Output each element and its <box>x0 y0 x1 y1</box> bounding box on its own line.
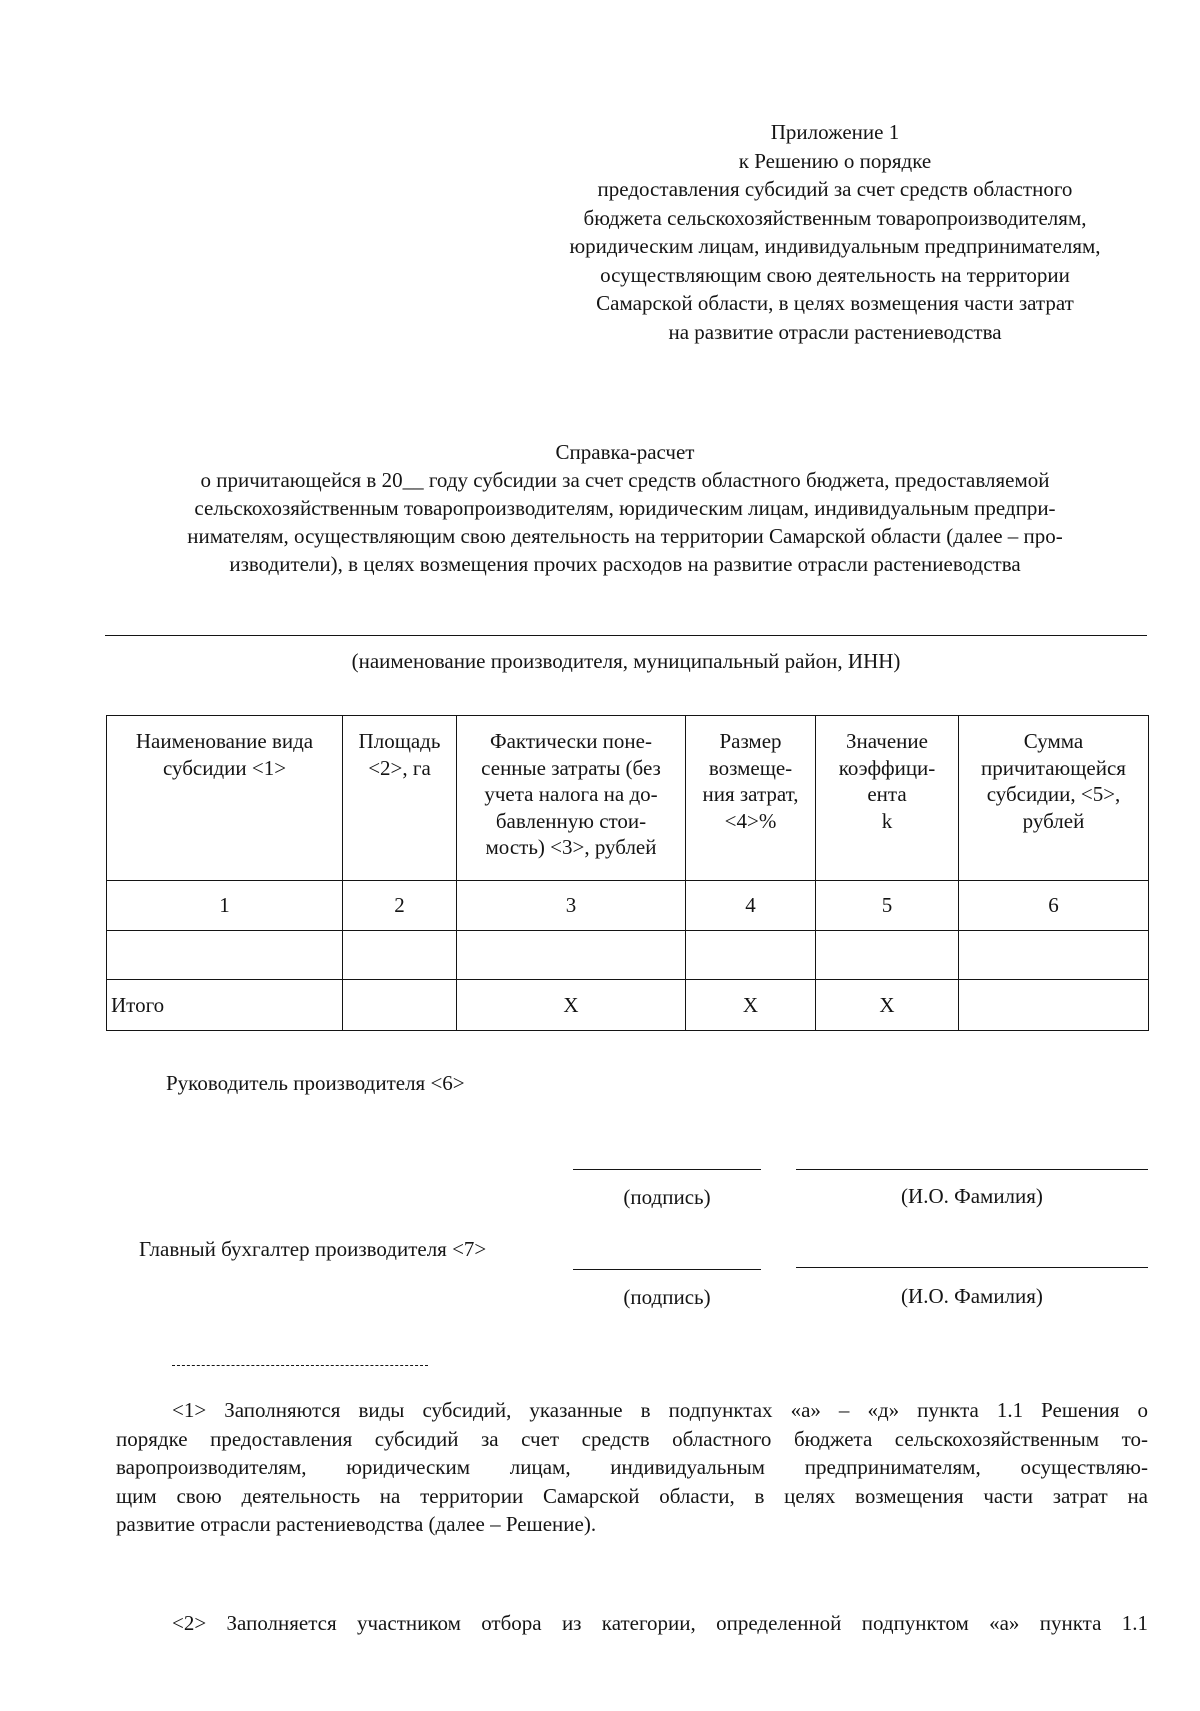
annex-line: бюджета сельскохозяйственным товаропроизводителям, <box>583 205 1087 230</box>
annex-line: предоставления субсидий за счет средств областного <box>597 177 1073 201</box>
footnote-line: порядке предоставления субсидий за счет средств областного бюджета сельскохозяйственным то- <box>116 1426 1148 1451</box>
column-number-row <box>107 881 1149 931</box>
header-area: Площадь <2>, га <box>343 716 457 881</box>
footnote-line: развитие отрасли растениеводства (далее – Решение). <box>116 1512 597 1536</box>
title-line: изводители), в целях возмещения прочих расходов на развитие отрасли растениеводства <box>229 552 1021 576</box>
header-subsidy-sum: Сумма причитающейся субсидии, <5>, рублей <box>959 716 1149 881</box>
total-area[interactable] <box>343 980 457 1031</box>
cell-subsidy-sum[interactable] <box>959 931 1149 980</box>
title-line: сельскохозяйственным товаропроизводителям, юридическим лицам, индивидуальным предпри- <box>194 496 1056 520</box>
total-row <box>107 980 1149 1031</box>
accountant-signature-caption: (подпись) <box>623 1285 711 1309</box>
cell-area[interactable] <box>343 931 457 980</box>
annex-line: Самарской области, в целях возмещения части затрат <box>596 291 1074 315</box>
title-line: нимателям, осуществляющим свою деятельность на территории Самарской области (далее – про- <box>187 524 1063 548</box>
cell-reimbursement-rate[interactable] <box>686 931 816 980</box>
column-number: 5 <box>816 881 959 931</box>
cell-coefficient[interactable] <box>816 931 959 980</box>
title-heading: Справка-расчет <box>555 440 695 464</box>
total-costs: X <box>457 980 686 1031</box>
header-reimbursement-rate: Размер возмеще- ния затрат, <4>% <box>686 716 816 881</box>
producer-name-field[interactable] <box>105 635 1147 636</box>
annex-line: к Решению о порядке <box>738 148 932 173</box>
director-name-caption: (И.О. Фамилия) <box>901 1184 1043 1208</box>
cell-actual-costs[interactable] <box>457 931 686 980</box>
footnote-line: щим свою деятельность на территории Самарской области, в целях возмещения части затрат на <box>116 1483 1148 1508</box>
accountant-name-field[interactable] <box>796 1267 1148 1268</box>
annex-line: Приложение 1 <box>770 120 900 144</box>
total-coefficient: X <box>816 980 959 1031</box>
header-coefficient: Значение коэффици- ента k <box>816 716 959 881</box>
annex-line: осуществляющим свою деятельность на территории <box>600 262 1070 287</box>
accountant-name-caption: (И.О. Фамилия) <box>901 1284 1043 1308</box>
column-number: 1 <box>107 881 343 931</box>
accountant-signature-field[interactable] <box>573 1269 761 1270</box>
director-signature-caption: (подпись) <box>623 1185 711 1209</box>
director-label: Руководитель производителя <6> <box>166 1071 465 1095</box>
column-number: 2 <box>343 881 457 931</box>
column-number: 3 <box>457 881 686 931</box>
annex-line: юридическим лицам, индивидуальным предпринимателям, <box>569 234 1101 258</box>
footnote-line: <2> Заполняется участником отбора из категории, определенной подпунктом «а» пункта 1.1 <box>172 1611 1148 1635</box>
cell-subsidy-type[interactable] <box>107 931 343 980</box>
calculation-table <box>106 715 1149 1031</box>
column-number: 6 <box>959 881 1149 931</box>
document-title <box>100 438 1150 578</box>
total-rate: X <box>686 980 816 1031</box>
director-name-field[interactable] <box>796 1169 1148 1170</box>
footnote-line: <1> Заполняются виды субсидий, указанные в подпунктах «а» – «д» пункта 1.1 Решения о <box>172 1398 1148 1422</box>
column-number: 4 <box>686 881 816 931</box>
title-line: о причитающейся в 20__ году субсидии за счет средств областного бюджета, предоставляемой <box>200 468 1050 492</box>
table-header-row <box>107 716 1149 881</box>
annex-line: на развитие отрасли растениеводства <box>668 319 1002 344</box>
footnote-2 <box>116 1609 1148 1638</box>
total-label: Итого <box>107 980 343 1031</box>
table-row <box>107 931 1149 980</box>
header-actual-costs: Фактически поне- сенные затраты (без учета налога на до- бавленную стои- мость) <3>, рублей <box>457 716 686 881</box>
footnote-separator <box>172 1365 428 1366</box>
footnote-line: варопроизводителям, юридическим лицам, индивидуальным предпринимателям, осуществляю- <box>116 1455 1148 1479</box>
annex-header <box>500 118 1170 346</box>
total-sum[interactable] <box>959 980 1149 1031</box>
footnote-1 <box>116 1396 1148 1539</box>
director-signature-field[interactable] <box>573 1169 761 1170</box>
producer-caption: (наименование производителя, муниципальный район, ИНН) <box>351 649 901 673</box>
accountant-label: Главный бухгалтер производителя <7> <box>139 1237 487 1261</box>
header-subsidy-type: Наименование вида субсидии <1> <box>107 716 343 881</box>
